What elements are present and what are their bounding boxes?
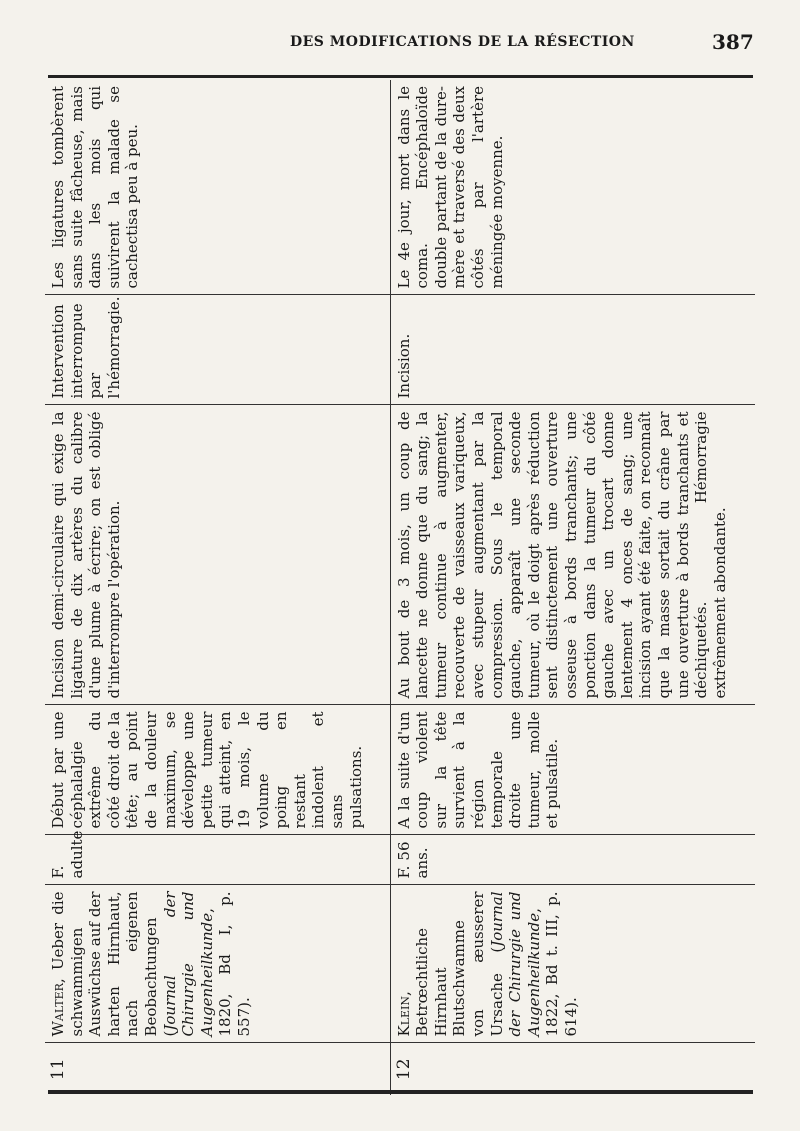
page-number: 387 (712, 30, 754, 54)
procedure-description: Au bout de 3 mois, un coup de lancette ne donne que du sang; la tumeur continue à augmenter, recouverte de vaisseaux variqueux, avec stupeur augmentant par la compression. Sous le temporal gauche, apparaît une seconde tumeur, où le doigt après réduction sent distinctement une ouverture osseuse à bords tranchants; une ponction dans la tumeur du côté gauche avec un trocart donne lentement 4 onces de sang; une incision ayant été faite, on reconnaît que la masse sortait du crâne par une ouverture à bords tranchants et déchiquetés. Hémorragie extrêmement abondante. (390, 405, 755, 705)
journal-title: Journal der Chirurgie und Augenheilkunde (487, 891, 543, 1037)
case-number: 11 (45, 1043, 390, 1095)
table-row (45, 80, 390, 1095)
sex-age: F. adulte (45, 835, 390, 885)
bottom-rule (48, 1090, 753, 1094)
citation-text: , Ueber die schwammigen Auswüchse auf der harten Hirnhaut, nach eigenen Beobachtungen ( (49, 891, 179, 1037)
author-name: Walter (49, 983, 67, 1037)
running-title: DES MODIFICATIONS DE LA RÉSECTION (290, 34, 635, 50)
case-number: 12 (393, 1058, 414, 1081)
author-citation (45, 885, 390, 1043)
onset-description: Début par une céphalalgie extrême du côté droit de la tête; au point de la douleur maximum, se développe une petite tumeur qui atteint, en 19 mois, le volume du poing en restant indolent et sans pulsations. (45, 705, 390, 835)
citation-text: , 1820, Bd I, p. 557). (197, 891, 253, 1037)
procedure-description: Incision demi-circulaire qui exige la ligature de dix artères du calibre d'une plume à écrire; on est obligé d'interrompre l'opération. (45, 405, 390, 705)
citation-text: , Betrœchtliche Hirnhaut Blutschwamme von æusserer Ursache ( (394, 891, 506, 1037)
case-table (45, 80, 755, 1095)
journal-title: Journal der Chirurgie und Augenheilkunde (160, 891, 216, 1037)
onset-description: A la suite d'un coup violent sur la tête survient à la région temporale droite une tumeur, molle et pulsatile. (390, 705, 755, 835)
intervention-type: Incision. (390, 295, 755, 405)
outcome-description: Les ligatures tombèrent sans suite fâcheuse, mais dans les mois qui suivirent la malade se cachectisa peu à peu. (45, 80, 390, 295)
page-header (0, 30, 800, 60)
rotated-table (45, 80, 755, 1095)
table-row (390, 80, 755, 1095)
intervention-type: Intervention interrompue par l'hémorragie. (45, 295, 390, 405)
outcome-description: Le 4e jour, mort dans le coma. Encéphaloïde double partant de la dure-mère et traversé des deux côtés par l'artère méningée moyenne. (390, 80, 755, 295)
citation-text: , 1822, Bd t. III, p. 614). (524, 891, 580, 1037)
author-citation (390, 885, 755, 1043)
rotated-table-frame (45, 80, 755, 1095)
author-name: Klein (394, 995, 413, 1037)
top-rule (48, 75, 753, 78)
sex-age: F. 56 ans. (390, 835, 755, 885)
